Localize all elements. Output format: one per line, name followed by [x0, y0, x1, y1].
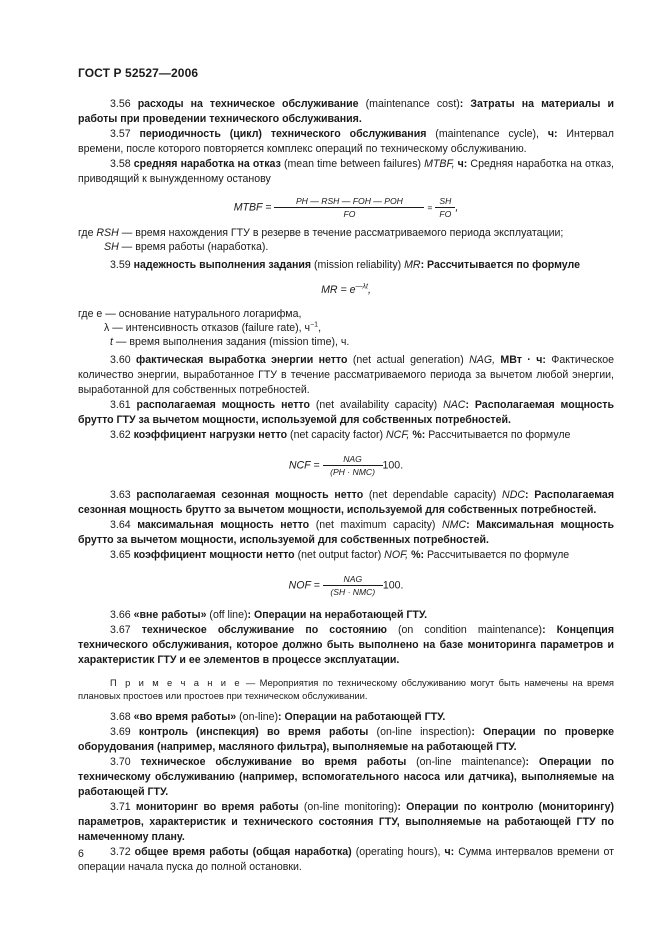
term-3-71: 3.71 мониторинг во время работы (on-line monitoring): Операции по контролю (мониторингу) параметров, характеристик и технического состояния ГТУ, выполняемые на работающей ГТУ по намеченному плану. — [78, 801, 615, 843]
term-title: «во время работы» — [133, 711, 237, 723]
formula-nof: NOF = $\frac{\text{NAG}}{\text{(SH · NMC)}}$ 100. — [288, 574, 404, 597]
term-3-64: 3.64 максимальная мощность нетто (net maximum capacity) NMC: Максимальная мощность брутто за вычетом мощности, используемой для собственных потребностей. — [78, 519, 614, 546]
where-t: t — время выполнения задания (mission time), ч. — [110, 336, 350, 348]
term-title: общее время работы (общая наработка) — [134, 846, 352, 858]
term-3-58: 3.58 средняя наработка на отказ (mean time between failures) MTBF, ч: Средняя наработка на отказ, приводящий к вынужденному останову — [78, 158, 614, 185]
term-3-57: 3.57 периодичность (цикл) технического обслуживания (maintenance cycle), ч: Интервал времени, после которого повторяется комплекс операций по техническому обслуживанию. — [78, 128, 614, 155]
page-number: 6 — [78, 848, 84, 860]
term-3-72: 3.72 общее время работы (общая наработка) (operating hours), ч: Сумма интервалов времени от операции начала пуска до полной остановки. — [78, 846, 614, 873]
term-title: располагаемая мощность нетто — [136, 399, 310, 411]
term-3-60: 3.60 фактическая выработка энергии нетто (net actual generation) NAG, МВт · ч: Фактическое количество энергии, выработанное ГТУ в течение рассматриваемого периода за вычетом любой энергии, выработанной для собственных потребностей. — [78, 354, 614, 396]
term-3-70: 3.70 техническое обслуживание во время работы (on-line maintenance): Операции по техническому обслуживанию (например, вспомогательного насоса или датчика), выполняемые на работающей ГТУ. — [78, 756, 614, 798]
formula-mr: MR = $e^{—\lambda t}$, — [321, 283, 371, 296]
term-3-56: 3.56 расходы на техническое обслуживание (maintenance cost): Затраты на материалы и работы при проведении технического обслуживания. — [78, 98, 614, 125]
where-rsh: где RSH — время нахождения ГТУ в резерве в течение рассматриваемого периода эксплуатации; — [78, 227, 564, 239]
where-e: где е — основание натурального логарифма, — [78, 308, 302, 320]
term-3-69: 3.69 контроль (инспекция) во время работы (on-line inspection): Операции по проверке оборудования (например, масляного фильтра), выполняемые на работающей ГТУ. — [78, 726, 614, 753]
term-title: мониторинг во время работы — [135, 801, 299, 813]
term-title: средняя наработка на отказ — [133, 158, 281, 170]
note: П р и м е ч а н и е — Мероприятия по техническому обслуживанию могут быть намечены на время плановых простоев или простоев при техническом обслуживании. — [78, 677, 614, 701]
term-3-68: 3.68 «во время работы» (on-line): Операции на работающей ГТУ. — [110, 711, 446, 723]
where-lambda: λ — интенсивность отказов (failure rate), $ч^{-1}$, — [104, 321, 322, 334]
formula-ncf: NCF = $\frac{\text{NAG}}{\text{(PH · NMC)}}$ 100. — [288, 454, 404, 477]
term-3-62: 3.62 коэффициент нагрузки нетто (net capacity factor) NCF, %: Рассчитывается по формуле — [110, 429, 571, 441]
term-3-61: 3.61 располагаемая мощность нетто (net availability capacity) NAC: Располагаемая мощность брутто ГТУ за вычетом мощности, используемой для собственных потребностей. — [78, 399, 614, 426]
term-title: фактическая выработка энергии нетто — [136, 354, 348, 366]
term-title: контроль (инспекция) во время работы — [138, 726, 369, 738]
where-sh: SH — время работы (наработка). — [104, 241, 269, 253]
term-title: максимальная мощность нетто — [137, 519, 310, 531]
term-3-63: 3.63 располагаемая сезонная мощность нетто (net dependable capacity) NDC: Располагаемая сезонная мощность брутто за вычетом мощности, используемой для собственных потребностей. — [78, 489, 614, 516]
term-title: располагаемая сезонная мощность нетто — [136, 489, 364, 501]
term-title: «вне работы» — [133, 609, 207, 621]
formula-mtbf: MTBF = $\frac{\text{PH — RSH — FOH — POH}}{FO}$ = $\frac{SH}{FO}$ , — [233, 196, 459, 219]
term-title: техническое обслуживание во время работы — [140, 756, 407, 768]
term-3-66: 3.66 «вне работы» (off line): Операции на неработающей ГТУ. — [110, 609, 428, 621]
term-title: периодичность (цикл) технического обслуживания — [139, 128, 427, 140]
term-title: расходы на техническое обслуживание — [137, 98, 359, 110]
term-title: техническое обслуживание по состоянию — [141, 624, 387, 636]
document-body — [78, 93, 614, 875]
term-title: коэффициент мощности нетто — [133, 549, 295, 561]
document-header: ГОСТ Р 52527—2006 — [78, 66, 199, 80]
term-3-59: 3.59 надежность выполнения задания (mission reliability) MR: Рассчитывается по формуле — [110, 259, 581, 271]
term-3-65: 3.65 коэффициент мощности нетто (net output factor) NOF, %: Рассчитывается по формуле — [110, 549, 570, 561]
term-3-67: 3.67 техническое обслуживание по состоянию (on condition maintenance): Концепция технического обслуживания, которое должно быть выполнено на базе мониторинга параметров и характеристик ГТУ и ее элементов в процессе эксплуатации. — [78, 624, 614, 666]
term-title: коэффициент нагрузки нетто — [133, 429, 288, 441]
term-title: надежность выполнения задания — [133, 259, 312, 271]
